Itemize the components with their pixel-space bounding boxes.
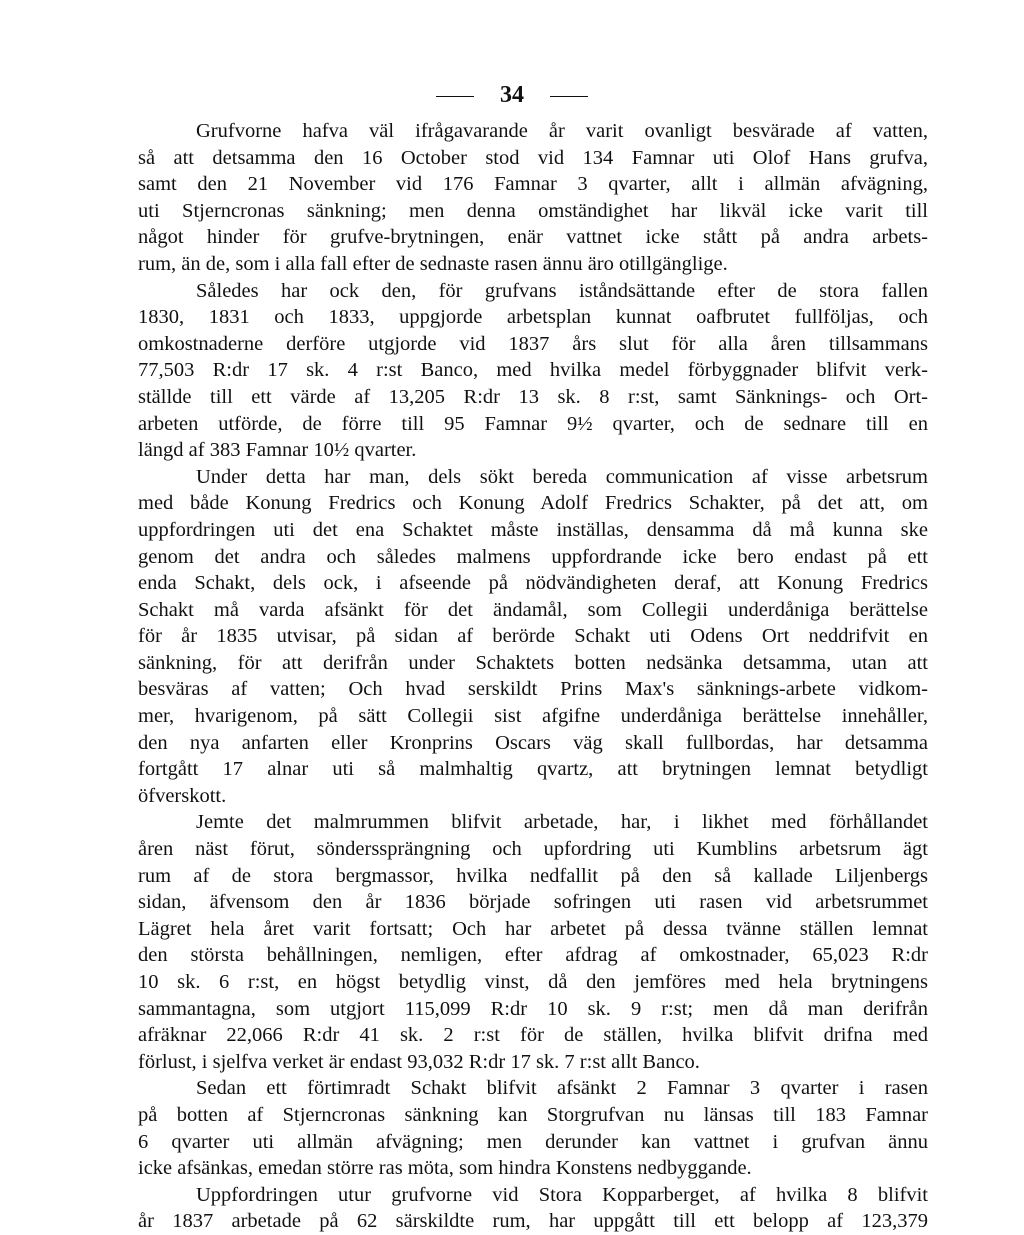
text-line: något hinder för grufve-brytningen, enär vattnet icke stått på andra arbets- — [138, 226, 928, 249]
text-line: förlust, i sjelfva verket är endast 93,032 R:dr 17 sk. 7 r:st allt Banco. — [138, 1050, 700, 1073]
text-line: 10 sk. 6 r:st, en högst betydlig vinst, då den jemföres med hela brytningens — [138, 971, 928, 993]
text-line: på botten af Stjerncronas sänkning kan Storgrufvan nu länsas till 183 Famnar — [138, 1103, 928, 1126]
text-line: rum, än de, som i alla fall efter de sednaste rasen ännu äro otillgänglige. — [138, 252, 728, 275]
text-line: enda Schakt, dels ock, i afseende på nödvändigheten deraf, att Konung Fredrics — [138, 572, 928, 595]
text-line: Under detta har man, dels sökt bereda communication af visse arbetsrum — [196, 465, 928, 488]
text-line: icke afsänkas, emedan större ras möta, som hindra Konstens nedbyggande. — [138, 1157, 752, 1180]
text-line: Således har ock den, för grufvans iståndsättande efter de stora fallen — [196, 279, 928, 302]
text-line: uti Stjerncronas sänkning; men denna omständighet har likväl icke varit till — [138, 199, 928, 222]
body-text — [138, 118, 928, 1235]
text-line: Lägret hela året varit fortsatt; Och har arbetet på dessa tvänne ställen lemnat — [138, 917, 928, 940]
text-line: rum af de stora bergmassor, hvilka nedfallit på den så kallade Liljenbergs — [138, 864, 928, 887]
text-line: 77,503 R:dr 17 sk. 4 r:st Banco, med hvilka medel förbyggnader blifvit verk- — [138, 359, 928, 382]
text-line: Schakt må varda afsänkt för det ändamål, som Collegii underdåniga berättelse — [138, 598, 928, 621]
text-line: Uppfordringen utur grufvorne vid Stora Kopparberget, af hvilka 8 blifvit — [196, 1183, 928, 1206]
text-line: besväras af vatten; Och hvad serskildt Prins Max's sänknings-arbete vidkom- — [138, 678, 928, 701]
page-number: 34 — [500, 82, 524, 108]
text-line: sammantagna, som utgjort 115,099 R:dr 10 sk. 9 r:st; men då man derifrån — [138, 997, 928, 1020]
text-line: den nya anfarten eller Kronprins Oscars väg skall fullbordas, har detsamma — [138, 731, 928, 754]
text-line: för år 1835 utvisar, på sidan af berörde Schakt uti Odens Ort neddrifvit en — [138, 625, 928, 648]
text-line: med både Konung Fredrics och Konung Adolf Fredrics Schakter, på det att, om — [138, 492, 928, 515]
text-line: uppfordringen uti det ena Schaktet måste inställas, densamma då må kunna ske — [138, 518, 928, 541]
text-line: 6 qvarter uti allmän afvägning; men derunder kan vattnet i grufvan ännu — [138, 1130, 928, 1153]
text-line: afräknar 22,066 R:dr 41 sk. 2 r:st för de ställen, hvilka blifvit drifna med — [138, 1024, 928, 1047]
right-dash — [550, 96, 588, 97]
left-dash — [436, 96, 474, 97]
text-line: längd af 383 Famnar 10½ qvarter. — [138, 439, 417, 462]
text-line: Grufvorne hafva väl ifrågavarande år varit ovanligt besvärade af vatten, — [196, 120, 928, 142]
text-line: sänkning, för att derifrån under Schaktets botten nedsänka detsamma, utan att — [138, 651, 928, 674]
text-line: mer, hvarigenom, på sätt Collegii sist afgifne underdåniga berättelse innehåller, — [138, 705, 928, 728]
text-line: omkostnaderne derföre utgjorde vid 1837 års slut för alla åren tillsammans — [138, 332, 928, 355]
text-line: år 1837 arbetade på 62 särskildte rum, har uppgått till ett belopp af 123,379 — [138, 1210, 928, 1233]
text-line: sidan, äfvensom den år 1836 började sofringen uti rasen vid arbetsrummet — [138, 891, 928, 914]
text-line: 1830, 1831 och 1833, uppgjorde arbetsplan kunnat oafbrutet fullföljas, och — [138, 306, 928, 329]
text-line: Jemte det malmrummen blifvit arbetade, har, i likhet med förhållandet — [196, 811, 928, 834]
text-line: åren näst förut, sönderssprängning och upfordring uti Kumblins arbetsrum ägt — [138, 838, 928, 861]
text-line: genom det andra och således malmens uppfordrande icke bero endast på ett — [138, 545, 928, 568]
page-number-header — [0, 80, 1024, 110]
text-line: den största behållningen, nemligen, efter afdrag af omkostnader, 65,023 R:dr — [138, 944, 928, 967]
text-line: samt den 21 November vid 176 Famnar 3 qvarter, allt i allmän afvägning, — [138, 173, 928, 196]
text-line: Sedan ett förtimradt Schakt blifvit afsänkt 2 Famnar 3 qvarter i rasen — [196, 1077, 928, 1100]
text-line: öfverskott. — [138, 784, 227, 807]
text-line: ställde till ett värde af 13,205 R:dr 13 sk. 8 r:st, samt Sänknings- och Ort- — [138, 385, 928, 408]
text-line: så att detsamma den 16 October stod vid 134 Famnar uti Olof Hans grufva, — [138, 146, 928, 169]
text-line: fortgått 17 alnar uti så malmhaltig qvartz, att brytningen lemnat betydligt — [138, 758, 928, 781]
text-line: arbeten utförde, de förre till 95 Famnar 9½ qvarter, och de sednare till en — [138, 412, 928, 435]
